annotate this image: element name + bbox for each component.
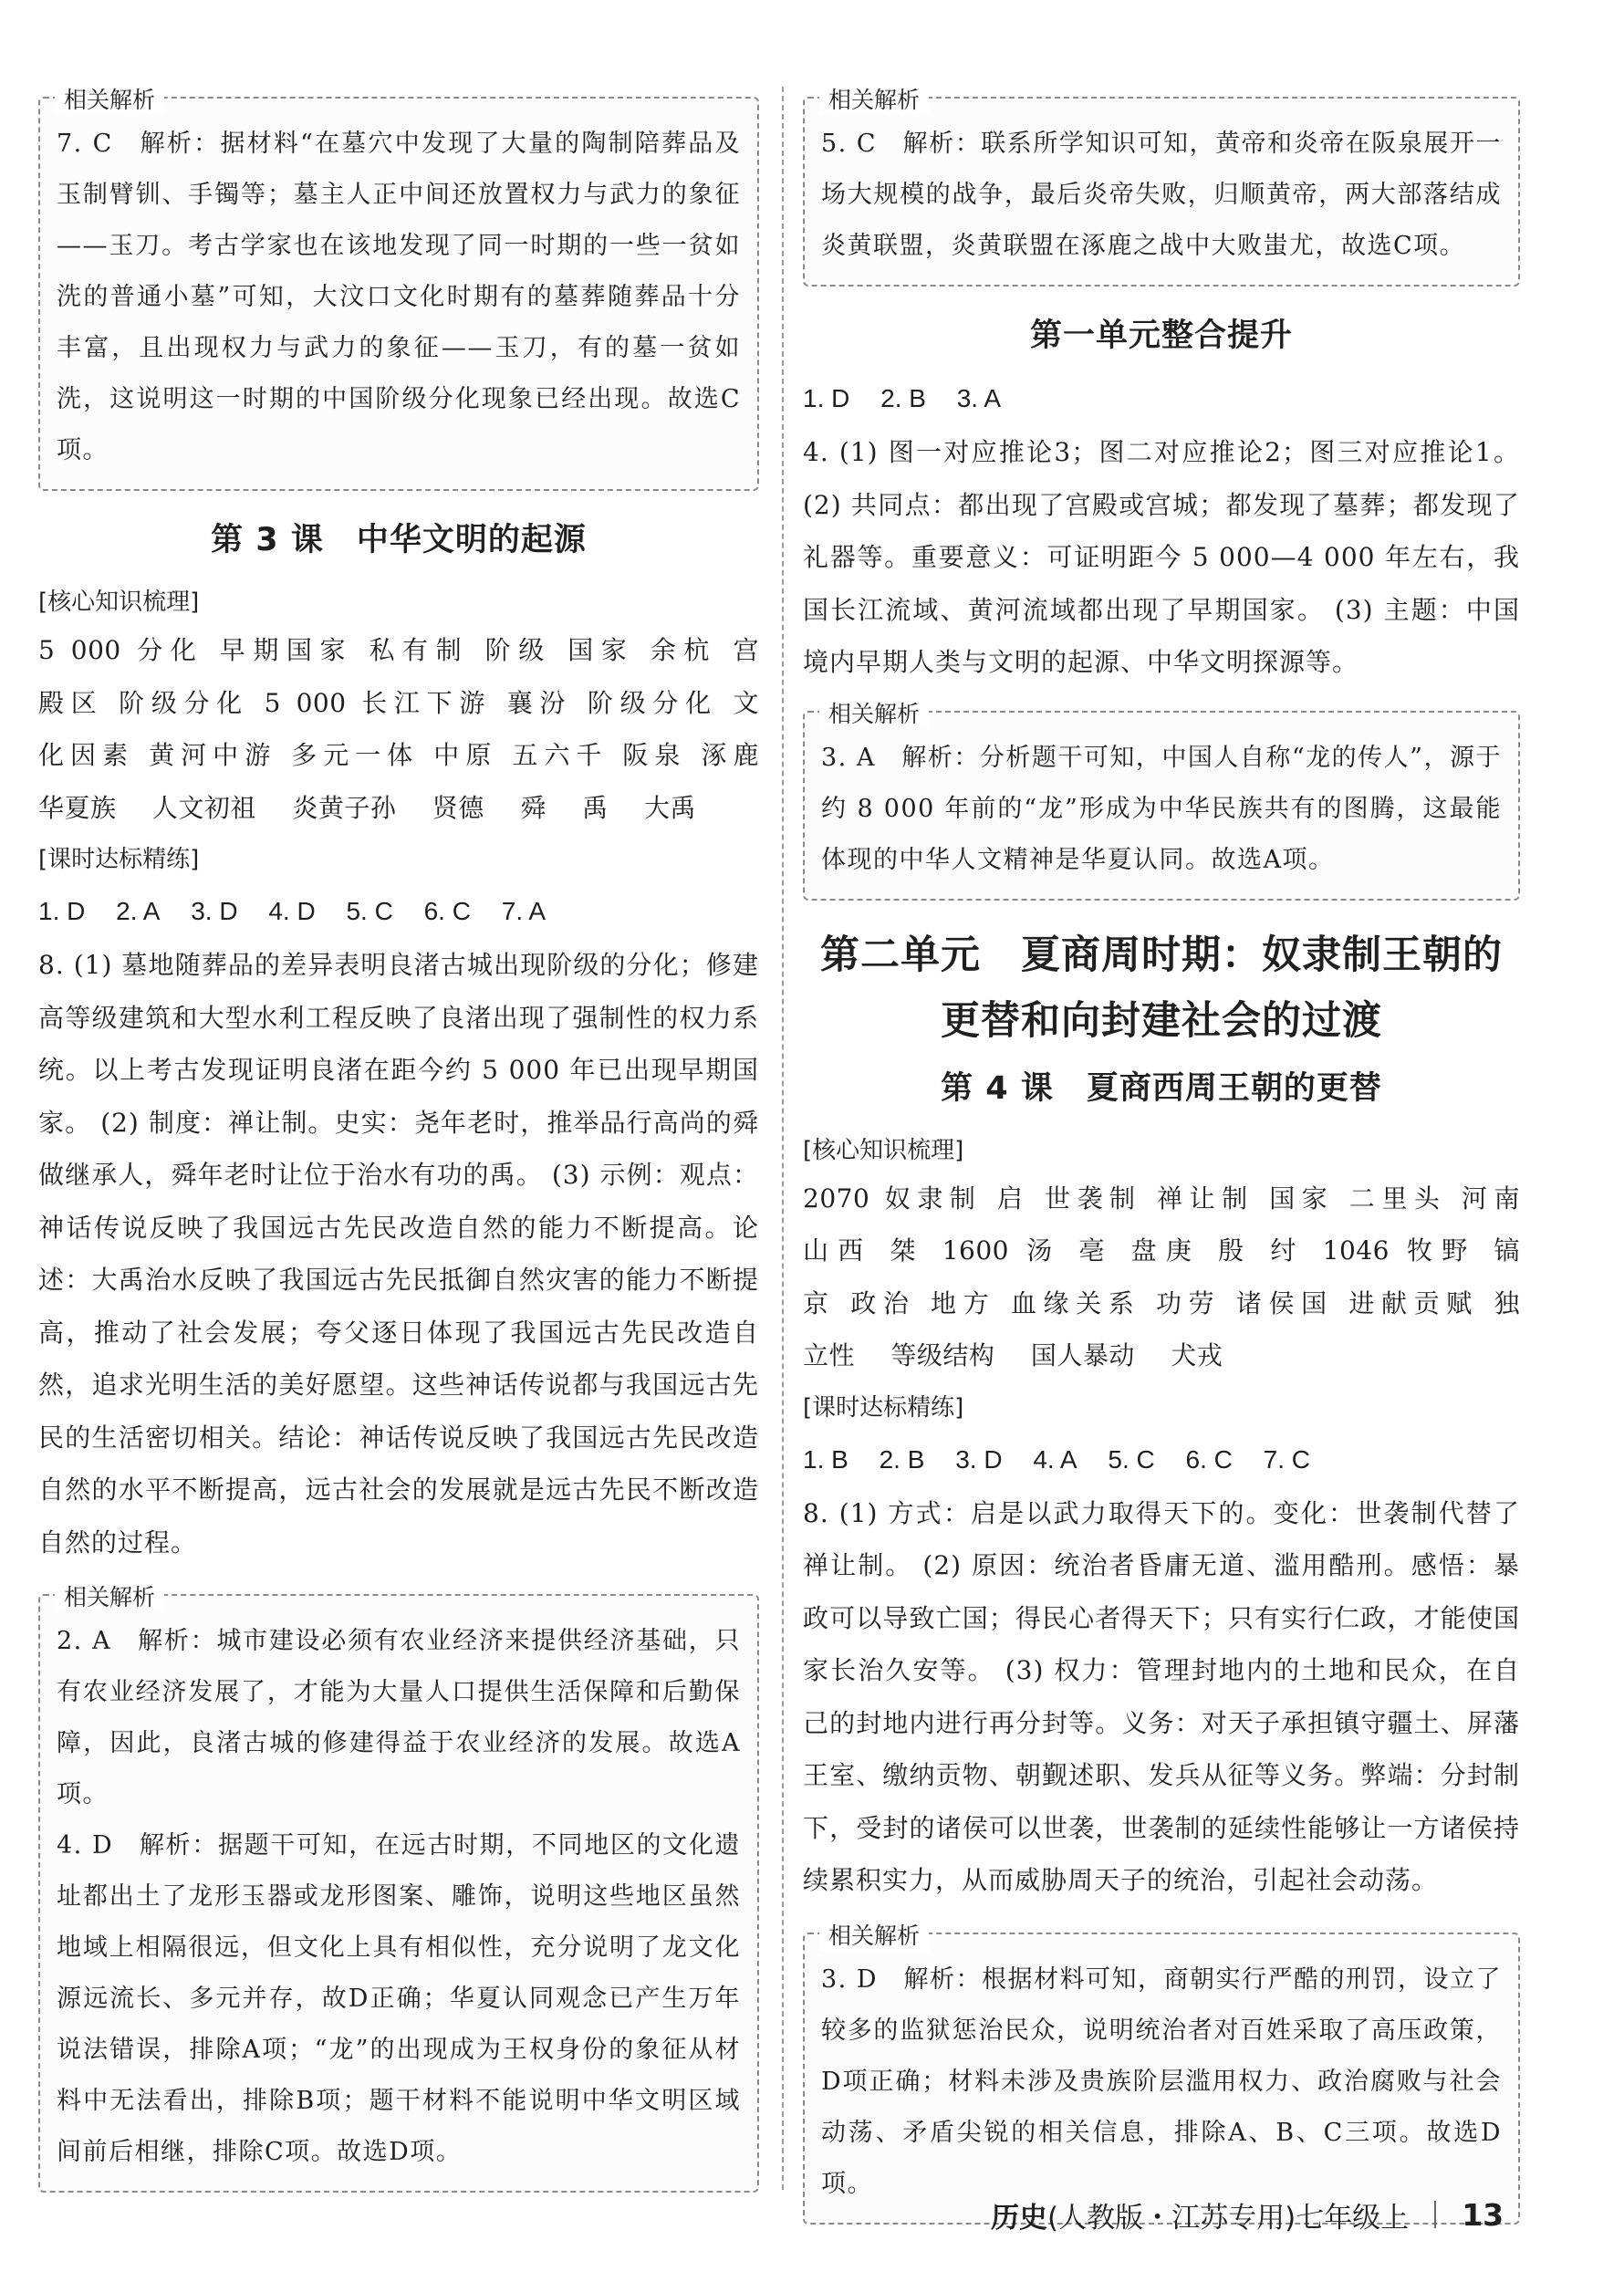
term: 汤	[1026, 1235, 1062, 1266]
analysis-paragraph: 3. A 解析：分析题干可知，中国人自称“龙的传人”，源于约 8 000 年前的“龙”形成为中华民族共有的图腾，这最能体现的中华人文精神是华夏认同。故选A项。	[821, 743, 1502, 874]
term: 舜	[520, 792, 547, 823]
term: 宫	[733, 635, 759, 665]
answer-item: 3. D	[955, 1444, 1003, 1474]
answer-item: 5. C	[346, 897, 393, 925]
term: 功劳	[1156, 1287, 1222, 1318]
terms-list	[38, 624, 759, 834]
term: 禹	[582, 792, 609, 823]
term: 贤德	[432, 792, 484, 823]
answer-item: 7. A	[501, 897, 547, 925]
term: 河南	[1461, 1183, 1520, 1214]
term: 纣	[1270, 1235, 1306, 1266]
analysis-box	[803, 87, 1520, 287]
subject-label: 历史	[991, 2201, 1047, 2235]
question-4-answer: 4. (1) 图一对应推论3；图二对应推论2；图三对应推论1。 (2) 共同点：都出现了宫殿或宫城；都发现了墓葬；都发现了礼器等。重要意义：可证明距今 5 000—4 000 年左右，我国长江流域、黄河流域都出现了早期国家。 (3) 主题：中国境内早期人类与文明的起源、中华文明探源等。	[803, 437, 1520, 677]
term: 人文初祖	[151, 792, 256, 823]
answer-item: 7. C	[1263, 1444, 1311, 1474]
term: 华夏族	[38, 792, 117, 823]
answer-item: 6. C	[423, 897, 471, 925]
term: 化因素	[38, 740, 135, 770]
term: 2070	[803, 1183, 870, 1214]
terms-row	[38, 782, 759, 835]
core-knowledge-label: [核心知识梳理]	[38, 589, 200, 616]
term: 私有制	[369, 635, 470, 665]
answer-item: 4. A	[1033, 1444, 1077, 1474]
term: 5 000	[264, 687, 347, 718]
term: 进献贡赋	[1348, 1287, 1479, 1318]
terms-list	[803, 1172, 1520, 1382]
term: 长江下游	[361, 687, 493, 718]
term: 大禹	[644, 792, 697, 823]
lesson-title: 第 4 课 夏商西周王朝的更替	[941, 1069, 1382, 1107]
core-knowledge-label: [核心知识梳理]	[803, 1136, 964, 1164]
terms-row	[803, 1172, 1520, 1225]
term: 炎黄子孙	[292, 792, 397, 823]
term: 殿区	[38, 687, 104, 718]
analysis-paragraph: 7. C 解析：据材料“在墓穴中发现了大量的陶制陪葬品及玉制臂钏、手镯等；墓主人正中间还放置权力与武力的象征——玉刀。考古学家也在该地发现了同一时期的一些一贫如洗的普通小墓”可知，大汶口文化时期有的墓葬随葬品十分丰富，且出现权力与武力的象征——玉刀，有的墓一贫如洗，这说明这一时期的中国阶级分化现象已经出现。故选C项。	[57, 130, 741, 464]
unit-review-title: 第一单元整合提升	[1029, 318, 1293, 354]
term: 国家	[567, 635, 635, 665]
right-column	[803, 84, 1520, 2241]
answer-item: 1. B	[803, 1444, 848, 1474]
question-8-answer: 8. (1) 方式：启是以武力取得天下的。变化：世袭制代替了禅让制。 (2) 原因：统治者昏庸无道、滥用酷刑。感悟：暴政可以导致亡国；得民心者得天下；只有实行仁政，才能使国家长治久安等。 (3) 权力：管理封地内的土地和民众，在自己的封地内进行再分封等。义务：对天子承担镇守疆土、屏藩王室、缴纳贡物、朝觐述职、发兵从征等义务。弊端：分封制下，受封的诸侯可以世袭，世袭制的延续性能够让一方诸侯持续累积实力，从而威胁周天子的统治，引起社会动荡。	[803, 1497, 1520, 1895]
term: 二里头	[1348, 1183, 1447, 1214]
term: 启	[996, 1183, 1030, 1214]
analysis-paragraph: 5. C 解析：联系所学知识可知，黄帝和炎帝在阪泉展开一场大规模的战争，最后炎帝失败，归顺黄帝，两大部落结成炎黄联盟，炎黄联盟在涿鹿之战中大败蚩尤，故选C项。	[821, 130, 1502, 260]
footer-separator	[1434, 2201, 1436, 2228]
term: 桀	[890, 1235, 925, 1266]
answer-item: 2. B	[880, 384, 926, 412]
term: 牧野	[1407, 1235, 1477, 1266]
answer-list	[803, 1433, 1520, 1485]
edition-label: (人教版・江苏专用)七年级上	[1047, 2201, 1410, 2235]
analysis-box-label: 相关解析	[819, 82, 929, 115]
analysis-paragraph: 2. A 解析：城市建设必须有农业经济来提供经济基础，只有农业经济发展了，才能为大量人口提供生活保障和后勤保障，因此，良渚古城的修建得益于农业经济的发展。故选A项。	[57, 1627, 741, 1808]
answer-item: 1. D	[803, 384, 850, 412]
terms-row	[803, 1329, 1520, 1382]
term: 京	[803, 1287, 836, 1318]
term: 禅让制	[1157, 1183, 1254, 1214]
term: 分化	[137, 635, 204, 665]
term: 文	[733, 687, 759, 718]
column-divider	[782, 87, 784, 2190]
practice-label: [课时达标精练]	[38, 846, 200, 873]
term: 五六千	[512, 740, 609, 770]
term: 镐	[1494, 1235, 1520, 1266]
analysis-paragraph: 3. D 解析：根据材料可知，商朝实行严酷的刑罚，设立了较多的监狱惩治民众，说明统治者对百姓采取了高压政策，D项正确；材料未涉及贵族阶层滥用权力、政治腐败与社会动荡、矛盾尖锐的相关信息，排除A、B、C三项。故选D项。	[821, 1964, 1502, 2198]
term: 1600	[942, 1235, 1009, 1266]
answer-item: 3. D	[191, 897, 238, 925]
term: 犬戎	[1171, 1340, 1223, 1370]
term: 等级结构	[890, 1340, 995, 1370]
term: 阶级	[484, 635, 552, 665]
lesson-title: 第 3 课 中华文明的起源	[211, 522, 587, 558]
term: 国人暴动	[1030, 1340, 1135, 1370]
unit-title	[776, 922, 1547, 1054]
term: 黄河中游	[149, 740, 277, 770]
terms-row	[38, 677, 759, 730]
term: 政治	[850, 1287, 916, 1318]
page-footer	[991, 2192, 1504, 2237]
term: 涿鹿	[701, 740, 759, 770]
term: 余杭	[650, 635, 717, 665]
answer-item: 2. A	[116, 897, 161, 925]
answer-item: 2. B	[879, 1444, 925, 1474]
term: 中原	[433, 740, 498, 770]
analysis-box	[803, 700, 1520, 901]
answer-list	[803, 372, 1520, 424]
analysis-box	[38, 87, 759, 491]
term: 立性	[803, 1340, 856, 1370]
term: 阶级分化	[587, 687, 718, 718]
term: 诸侯国	[1235, 1287, 1334, 1318]
analysis-box	[38, 1584, 759, 2193]
analysis-box-label: 相关解析	[55, 1579, 164, 1612]
term: 5 000	[38, 635, 121, 665]
term: 阶级分化	[119, 687, 250, 718]
term: 襄汾	[506, 687, 573, 718]
term: 阪泉	[622, 740, 687, 770]
term: 早期国家	[219, 635, 354, 665]
term: 多元一体	[291, 740, 420, 770]
book-title	[991, 2194, 1409, 2235]
term: 1046	[1322, 1235, 1390, 1266]
practice-label: [课时达标精练]	[803, 1393, 964, 1422]
left-column	[38, 84, 759, 2209]
terms-row	[803, 1224, 1520, 1277]
term: 盘庚	[1130, 1235, 1202, 1266]
answer-list	[38, 885, 759, 937]
analysis-paragraph: 4. D 解析：据题干可知，在远古时期，不同地区的文化遗址都出土了龙形玉器或龙形图案、雕饰，说明这些地区虽然地域上相隔很远，但文化上具有相似性，充分说明了龙文化源远流长、多元并存，故D正确；华夏认同观念已产生万年说法错误，排除A项；“龙”的出现成为王权身份的象征从材料中无法看出，排除B项；题干材料不能说明中华文明区域间前后相继，排除C项。故选D项。	[57, 1831, 741, 2166]
unit-title-line: 更替和向封建社会的过渡	[941, 997, 1382, 1044]
answer-item: 5. C	[1108, 1444, 1155, 1474]
term: 亳	[1078, 1235, 1114, 1266]
terms-row	[803, 1277, 1520, 1330]
term: 独	[1494, 1287, 1520, 1318]
page-number: 13	[1462, 2196, 1504, 2233]
term: 山西	[803, 1235, 873, 1266]
answer-item: 6. C	[1185, 1444, 1233, 1474]
analysis-box-label: 相关解析	[819, 696, 929, 729]
term: 世袭制	[1044, 1183, 1142, 1214]
term: 血缘关系	[1010, 1287, 1141, 1318]
answer-item: 1. D	[38, 897, 86, 925]
term: 国家	[1269, 1183, 1335, 1214]
analysis-box-label: 相关解析	[55, 82, 164, 115]
terms-row	[38, 729, 759, 782]
unit-title-line: 第二单元 夏商周时期：奴隶制王朝的	[820, 932, 1503, 978]
answer-item: 4. D	[268, 897, 316, 925]
term: 地方	[931, 1287, 996, 1318]
term: 奴隶制	[884, 1183, 983, 1214]
analysis-box	[803, 1922, 1520, 2225]
answer-item: 3. A	[956, 384, 1001, 412]
terms-row	[38, 624, 759, 677]
term: 殷	[1218, 1235, 1254, 1266]
analysis-box-label: 相关解析	[819, 1918, 929, 1951]
question-8-answer: 8. (1) 墓地随葬品的差异表明良渚古城出现阶级的分化；修建高等级建筑和大型水利工程反映了良渚出现了强制性的权力系统。以上考古发现证明良渚在距今约 5 000 年已出现早期国家。 (2) 制度：禅让制。史实：尧年老时，推举品行高尚的舜做继承人，舜年老时让位于治水有功的禹。 (3) 示例：观点：神话传说反映了我国远古先民改造自然的能力不断提高。论述：大禹治水反映了我国远古先民抵御自然灾害的能力不断提高，推动了社会发展；夸父逐日体现了我国远古先民改造自然，追求光明生活的美好愿望。这些神话传说都与我国远古先民的生活密切相关。结论：神话传说反映了我国远古先民改造自然的水平不断提高，远古社会的发展就是远古先民不断改造自然的过程。	[38, 950, 759, 1558]
